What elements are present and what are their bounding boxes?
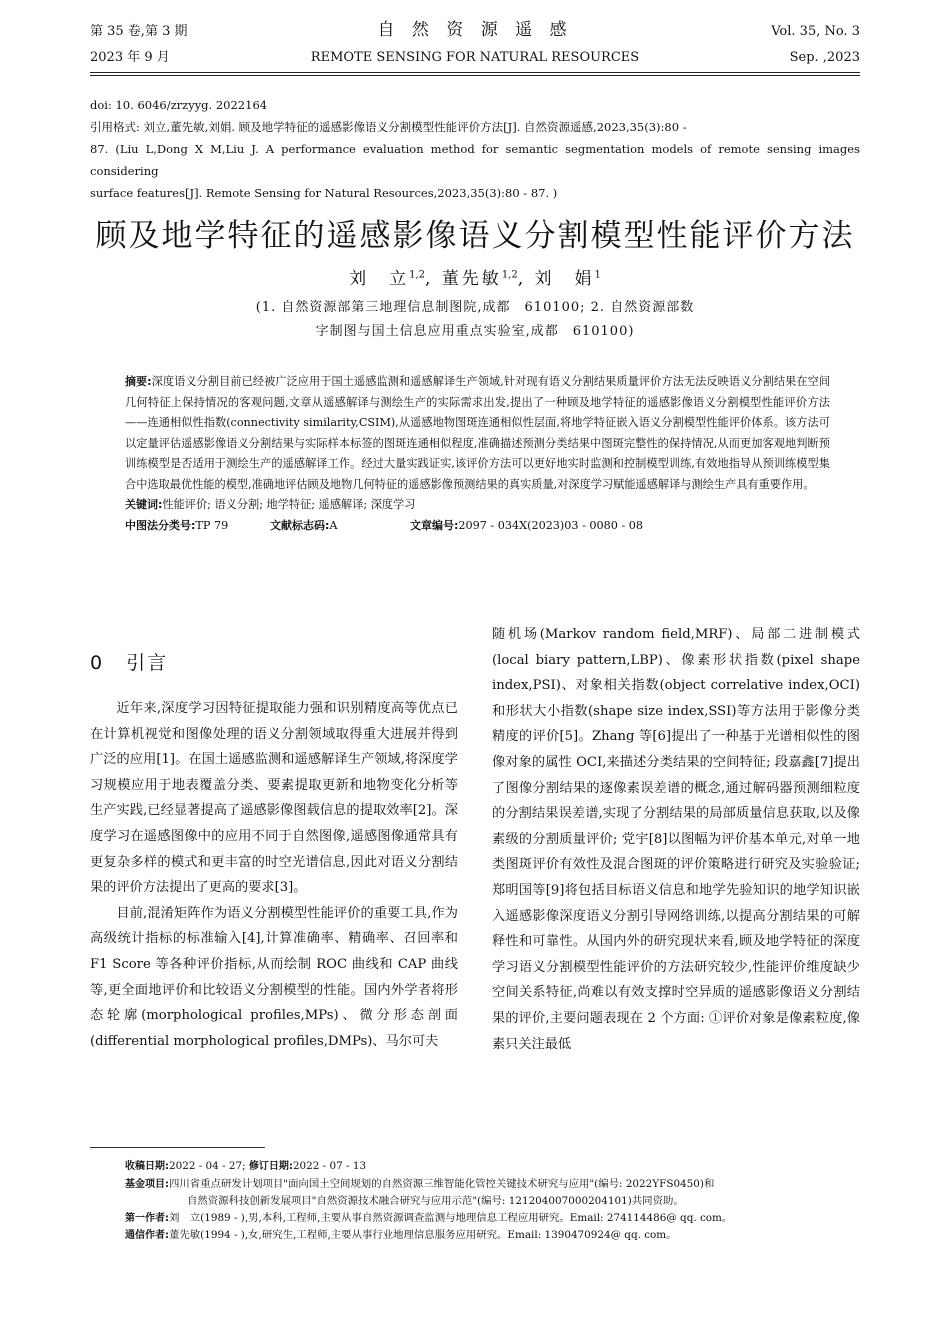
- body-right-column: [492, 622, 860, 1057]
- abstract-text: 深度语义分割目前已经被广泛应用于国土遥感监测和遥感解译生产领域,针对现有语义分割结果质量评价方法无法反映语义分割结果在空间几何特征上保持情况的客观问题,文章从遥感解译与测绘生产的实际需求出发,提出了一种顾及地学特征的遥感影像语义分割模型性能评价方法——连通相似性指数(connectivity similarity,CSIM),从遥感地物图斑连通相似性层面,将地学特征嵌入语义分割模型性能评价体系。该方法可以定量评估遥感影像语义分割结果与实际样本标签的图斑连通相似程度,准确描述预测分类结果中图斑完整性的保持情况,从而更加客观地判断预训练模型是否适用于测绘生产的遥感解译工作。经过大量实践证实,该评价方法可以更好地实时监测和控制模型训练,有效地指导从预训练模型集合中选取最优性能的模型,准确地评估顾及地物几何特征的遥感影像预测结果的真实质量,对深度学习赋能遥感解译与测绘生产具有重要作用。: [125, 375, 831, 491]
- header-journal-cn: 自 然 资 源 遥 感: [377, 20, 573, 40]
- author-name: 刘 娟: [534, 269, 595, 289]
- affiliations: [0, 296, 950, 344]
- author-affil-mark: 1: [594, 269, 601, 281]
- corresponding-label: 通信作者:: [125, 1230, 169, 1241]
- section-title: 引言: [126, 652, 169, 674]
- classification-line: [125, 516, 830, 537]
- revised-label: 修订日期:: [248, 1161, 293, 1172]
- body-left-column: [90, 696, 458, 1054]
- revised-date: 2022 - 07 - 13: [292, 1160, 367, 1172]
- first-author-text: 刘 立(1989 - ),男,本科,工程师,主要从事自然资源调查监测与地理信息工程应用研究。Email: 274114486@ qq. com。: [169, 1211, 733, 1224]
- corresponding-text: 董先敏(1994 - ),女,研究生,工程师,主要从事行业地理信息服务应用研究。Email: 1390470924@ qq. com。: [169, 1229, 677, 1241]
- fund-line-1: [125, 1176, 860, 1194]
- abstract-label: 摘要:: [125, 375, 152, 388]
- header-volume-issue: 第 35 卷,第 3 期: [90, 24, 188, 39]
- header-date: 2023 年 9 月: [90, 50, 170, 65]
- author-list: [0, 264, 950, 289]
- keywords-text: 性能评价; 语义分割; 地学特征; 遥感解译; 深度学习: [162, 498, 416, 511]
- article-title: 顾及地学特征的遥感影像语义分割模型性能评价方法: [95, 218, 855, 254]
- author-affil-mark: 1,2: [501, 269, 518, 281]
- keywords-label: 关键词:: [125, 498, 163, 511]
- header-journal-en: REMOTE SENSING FOR NATURAL RESOURCES: [310, 50, 640, 65]
- header-date-en: Sep. ,2023: [789, 50, 860, 65]
- affiliation-line-2: 字制图与国土信息应用重点实验室,成都 610100): [315, 324, 635, 339]
- citation-en-line-1: 87. (Liu L,Dong X M,Liu J. A performance evaluation method for semantic segmentation models of remote sensing images considering: [90, 142, 860, 178]
- fund-text-2: 自然资源科技创新发展项目"自然资源技术融合研究与应用示范"(编号: 121204007000204101)共同资助。: [187, 1195, 684, 1207]
- paragraph-intro-1: 近年来,深度学习因特征提取能力强和识别精度高等优点已在计算机视觉和图像处理的语义分割领域取得重大进展并得到广泛的应用[1]。在国土遥感监测和遥感解译生产领域,将深度学习规模应用于地表覆盖分类、要素提取更新和地物变化分析等生产实践,已经显著提高了遥感影像图载信息的提取效率[2]。深度学习在遥感图像中的应用不同于自然图像,遥感图像通常具有更复杂多样的模式和更丰富的时空光谱信息,因此对语义分割结果的评价方法提出了更高的要求[3]。: [90, 701, 458, 896]
- citation-en-line-2: surface features[J]. Remote Sensing for Natural Resources,2023,35(3):80 - 87. ): [90, 186, 558, 200]
- doc-code-label: 文献标志码:: [270, 518, 330, 532]
- section-number: 0: [90, 652, 105, 674]
- author-name: 董先敏: [441, 269, 502, 289]
- header-volume-issue-en: Vol. 35, No. 3: [771, 24, 860, 39]
- paragraph-intro-2-cont: 随机场(Markov random field,MRF)、局部二进制模式(local biary pattern,LBP)、像素形状指数(pixel shape index,PSI)、对象相关指数(object correlative index,OCI)和形状大小指数(shape size index,SSI)等方法用于影像分类精度的评价[5]。Zhang 等[6]提出了一种基于光谱相似性的图像对象的属性 OCI,来描述分类结果的空间特征; 段嘉鑫[7]提出了图像分割结果的逐像素误差谱的概念,通过解码器预测细粒度的分割结果误差谱,实现了分割结果的局部质量信息获取,以及像素级的分割质量评价; 党宇[8]以图幅为评价基本单元,对单一地类图斑评价有效性及混合图斑的评价策略进行研究及实验验证; 郑明国等[9]将包括目标语义信息和地学先验知识的地学知识嵌入遥感影像深度语义分割引导网络训练,以提高分割结果的可解释性和可靠性。从国内外的研究现状来看,顾及地学特征的深度学习语义分割模型性能评价的方法研究较少,性能评价维度缺少空间关系特征,尚难以有效支撑时空异质的遥感影像语义分割结果的评价,主要问题表现在 2 个方面: ①评价对象是像素粒度,像素只关注最低: [492, 627, 860, 1052]
- article-no-value: 2097 - 034X(2023)03 - 0080 - 08: [458, 518, 644, 532]
- first-author-line: [125, 1210, 860, 1228]
- author-affil-mark: 1,2: [409, 269, 425, 281]
- author-separator: ,: [517, 269, 535, 289]
- citation-cn: 引用格式: 刘立,董先敏,刘娟. 顾及地学特征的遥感影像语义分割模型性能评价方法[J]. 自然资源遥感,2023,35(3):80 -: [90, 120, 687, 134]
- header-rule: [90, 72, 860, 73]
- received-date: 2022 - 04 - 27;: [169, 1160, 246, 1172]
- affiliation-line-1: (1. 自然资源部第三地理信息制图院,成都 610100; 2. 自然资源部数: [255, 300, 695, 315]
- article-no-label: 文章编号:: [410, 518, 459, 532]
- corresponding-author-line: [125, 1227, 860, 1245]
- keywords: [125, 495, 830, 516]
- received-label: 收稿日期:: [125, 1161, 169, 1172]
- doi[interactable]: doi: 10. 6046/zrzyyg. 2022164: [90, 98, 268, 112]
- dates-line: [125, 1158, 860, 1176]
- first-author-label: 第一作者:: [125, 1212, 169, 1224]
- clc-value: TP 79: [195, 518, 229, 532]
- section-heading: [90, 648, 168, 675]
- article-meta: [90, 94, 860, 204]
- doc-code-value: A: [329, 518, 338, 532]
- footnotes: [125, 1158, 860, 1245]
- clc-label: 中图法分类号:: [125, 518, 196, 532]
- footnote-rule: [90, 1147, 265, 1148]
- fund-text-1: 四川省重点研发计划项目"面向国土空间规划的自然资源三维智能化管控关键技术研究与应用"(编号: 2022YFS0450)和: [169, 1177, 715, 1190]
- paragraph-intro-2: 目前,混淆矩阵作为语义分割模型性能评价的重要工具,作为高级统计指标的标准输入[4],计算准确率、精确率、召回率和 F1 Score 等各种评价指标,从而绘制 ROC 曲线和 CAP 曲线等,更全面地评价和比较语义分割模型的性能。国内外学者将形态轮廓(morphological profiles,MPs)、微分形态剖面(differential morphological profiles,DMPs)、马尔可夫: [90, 905, 458, 1049]
- abstract: [125, 372, 830, 495]
- header-rule-double: [90, 75, 860, 76]
- author-name: 刘 立: [349, 269, 410, 289]
- author-separator: ,: [425, 269, 442, 289]
- abstract-block: [125, 372, 830, 536]
- fund-label: 基金项目:: [125, 1178, 169, 1190]
